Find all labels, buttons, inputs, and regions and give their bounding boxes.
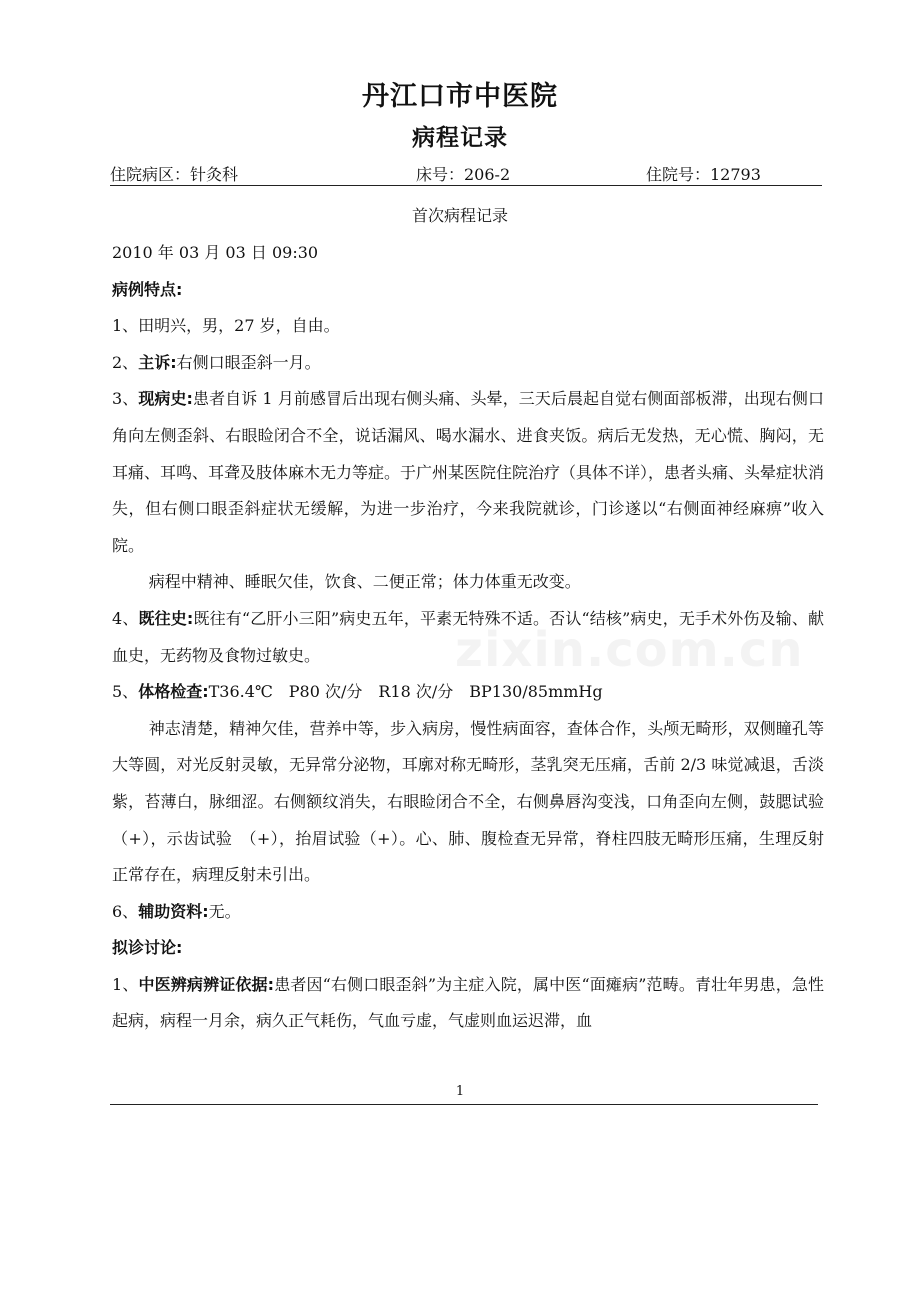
ward-info: 住院病区：针灸科 — [110, 165, 239, 184]
watermark: zixin.com.cn — [455, 622, 804, 678]
record-datetime: 2010 年 03 月 03 日 09:30 — [112, 243, 319, 262]
physical-exam-findings: 神志清楚，精神欠佳，营养中等，步入病房，慢性病面容，查体合作，头颅无畸形，双侧瞳孔等大等圆，对光反射灵敏，无异常分泌物，耳廓对称无畸形，茎乳突无压痛，舌前 2/3 味觉减退，舌淡紫，苔薄白，脉细涩。右侧额纹消失，右眼睑闭合不全，右侧鼻唇沟变浅，口角歪向左侧，鼓腮试验（+），示齿试验 （+），抬眉试验（+）。心、肺、腹检查无异常，脊柱四肢无畸形压痛，生理反射正常存在，病理反射未引出。 — [112, 718, 824, 885]
auxiliary-data: 6、辅助资料:无。 — [112, 901, 241, 921]
discussion-label: 拟诊讨论: — [112, 938, 183, 958]
present-illness: 3、现病史:患者自诉 1 月前感冒后出现右侧头痛、头晕，三天后晨起自觉右侧面部板滞，出现右侧口角向左侧歪斜、右眼睑闭合不全，说话漏风、喝水漏水、进食夹饭。病后无发热，无心慌、胸闷，无耳痛、耳鸣、耳聋及肢体麻木无力等症。于广州某医院住院治疗（具体不详），患者头痛、头晕症状消失，但右侧口眼歪斜症状无缓解，为进一步治疗，今来我院就诊，门诊遂以“右侧面神经麻痹”收入院。 — [112, 389, 825, 555]
record-body — [112, 235, 824, 1040]
patient-summary: 1、田明兴，男，27 岁，自由。 — [112, 316, 340, 336]
tcm-diagnosis-basis: 1、中医辨病辨证依据:患者因“右侧口眼歪斜”为主症入院，属中医“面瘫病”范畴。青壮年男患，急性起病，病程一月余，病久正气耗伤，气血亏虚，气虚则血运迟滞，血 — [112, 974, 824, 1031]
section-title: 首次病程记录 — [411, 206, 508, 225]
document-title: 病程记录 — [412, 125, 508, 151]
hospital-name: 丹江口市中医院 — [362, 81, 558, 112]
header-divider — [110, 185, 822, 186]
patient-info-row — [110, 162, 822, 184]
physical-exam-vitals: 5、体格检查:T36.4℃ P80 次/分 R18 次/分 BP130/85mmHg — [112, 682, 603, 702]
chief-complaint: 2、主诉:右侧口眼歪斜一月。 — [112, 352, 321, 372]
bed-info: 床号：206-2 — [416, 165, 511, 184]
present-illness-extra: 病程中精神、睡眠欠佳，饮食、二便正常；体力体重无改变。 — [148, 572, 581, 592]
past-history: 4、既往史:既往有“乙肝小三阳”病史五年，平素无特殊不适。否认“结核”病史，无手术外伤及输、献血史，无药物及食物过敏史。 — [112, 608, 824, 665]
admission-number: 住院号：12793 — [646, 165, 761, 184]
case-features-label: 病例特点: — [112, 279, 183, 299]
footer-divider — [110, 1104, 818, 1105]
page-number: 1 — [455, 1084, 465, 1099]
